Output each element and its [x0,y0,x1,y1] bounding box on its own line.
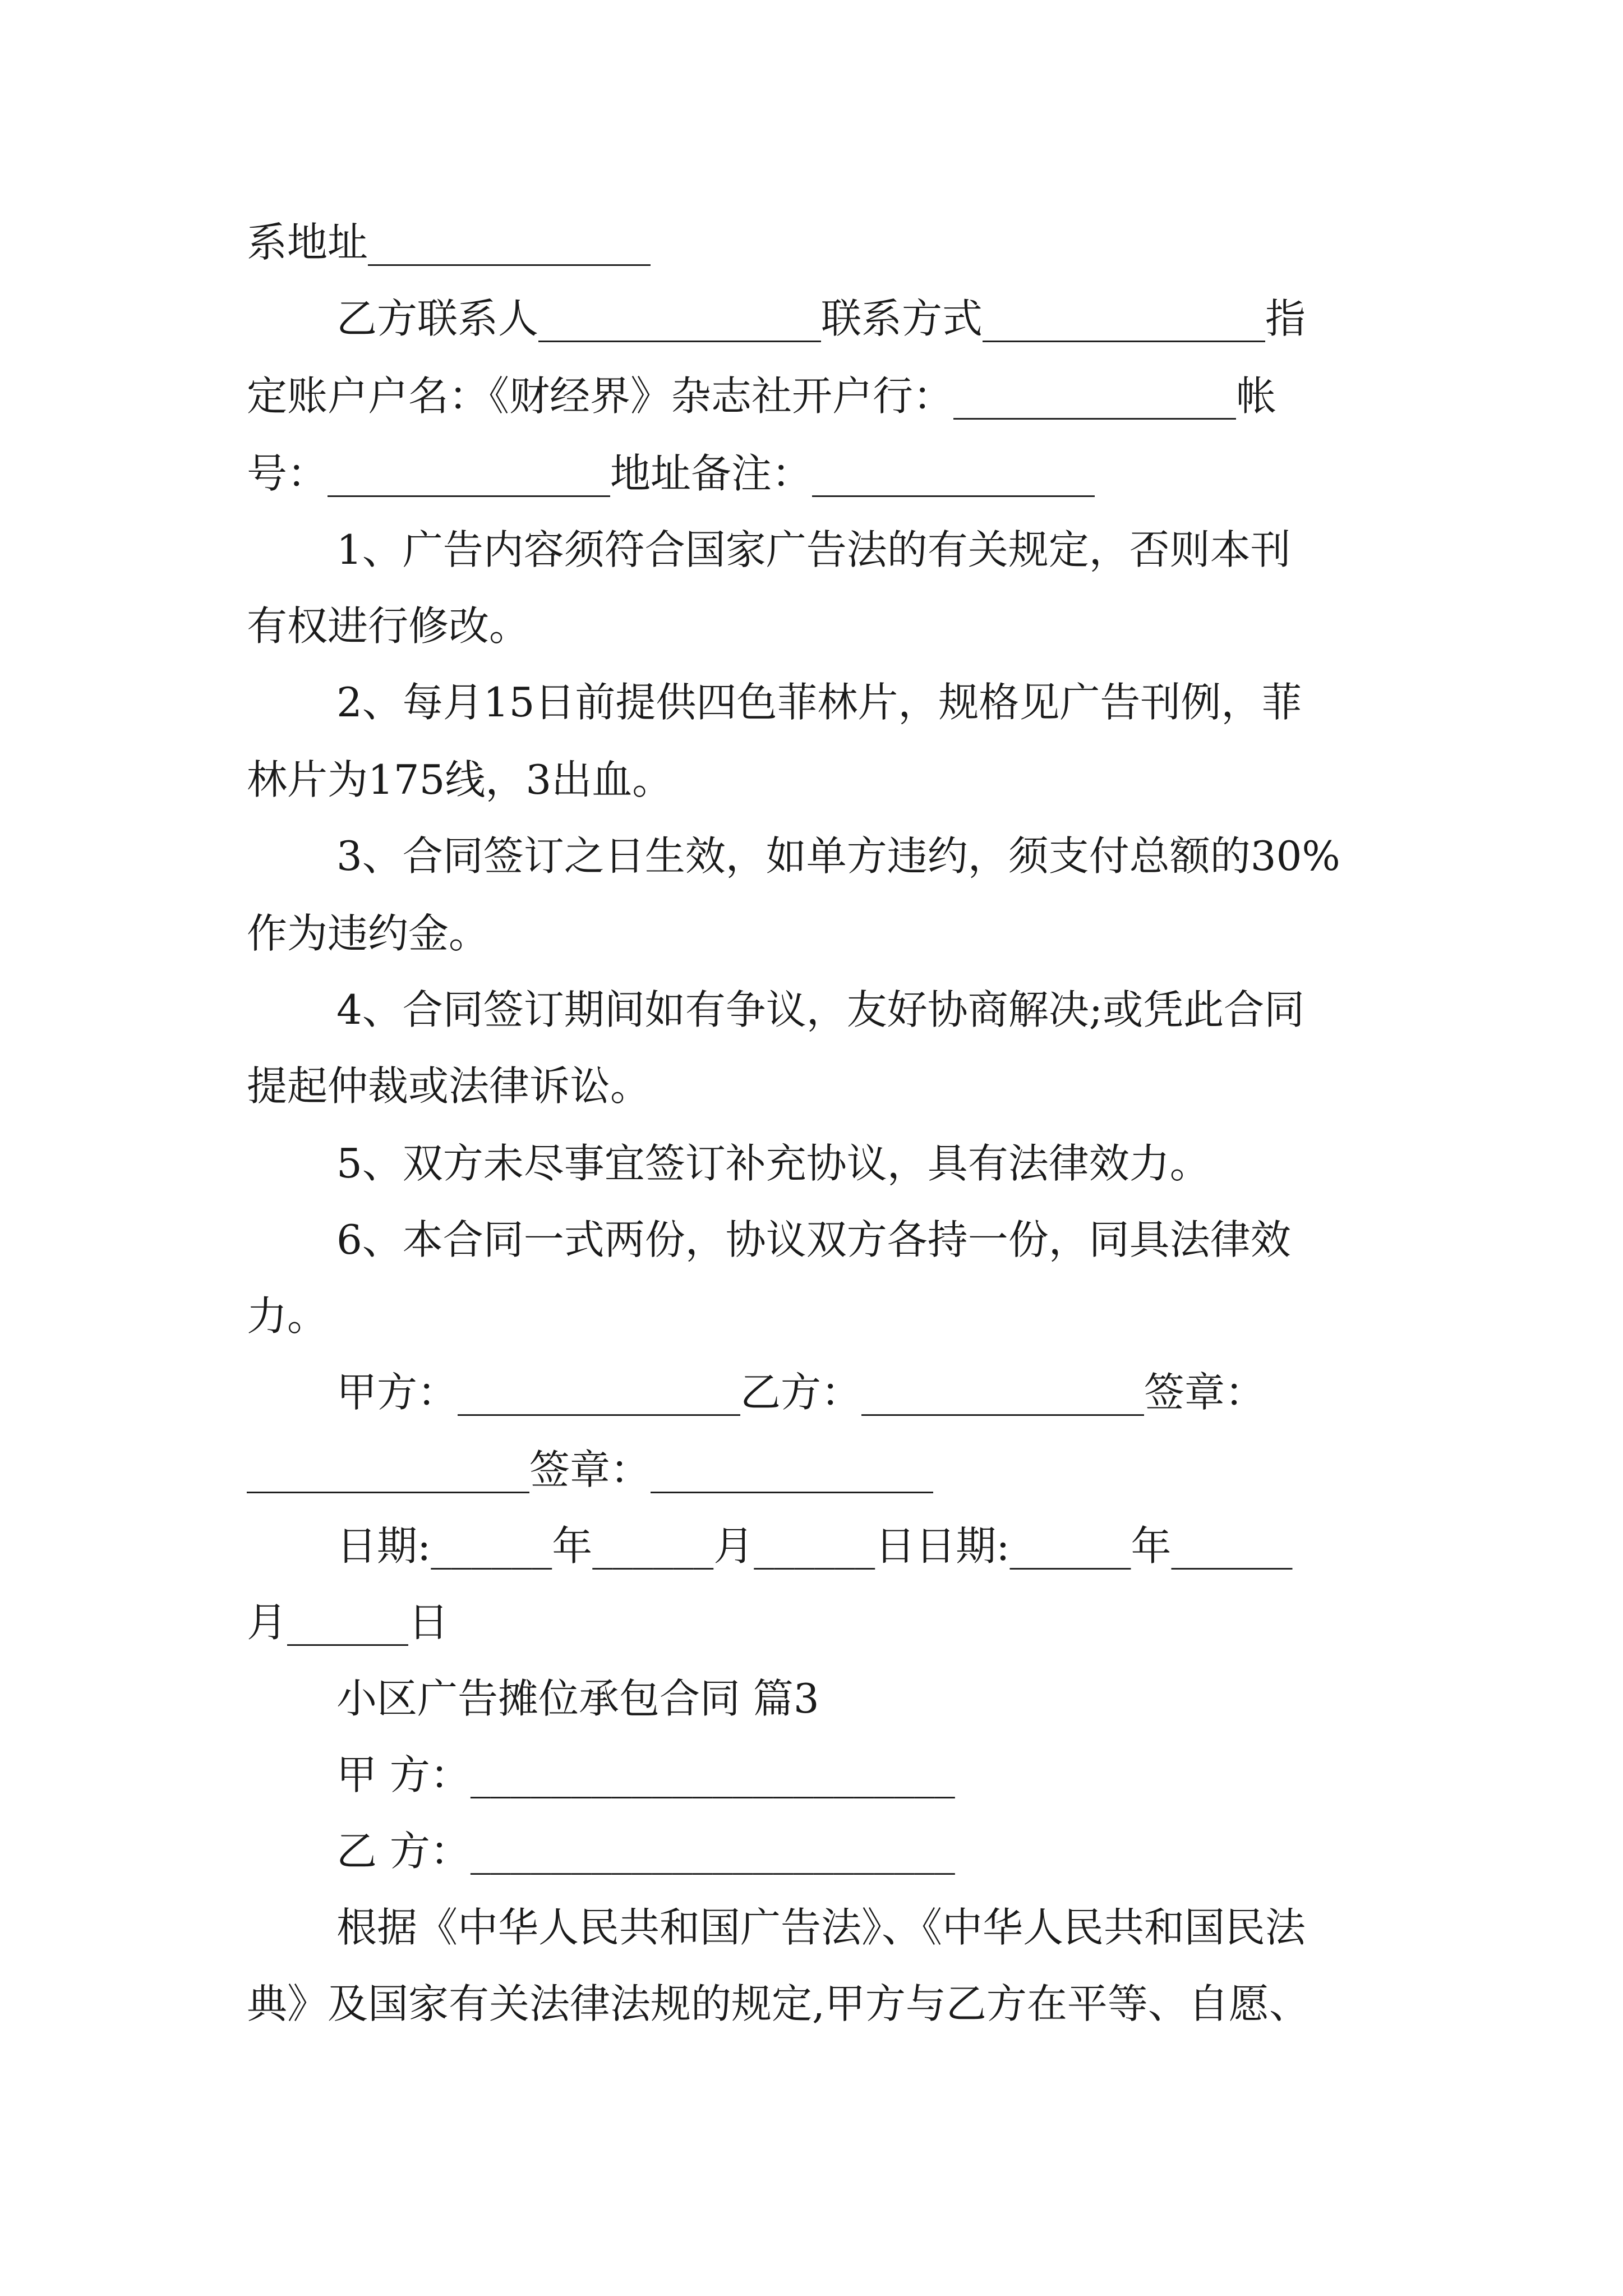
contract-clause: 4、合同签订期间如有争议，友好协商解决;或凭此合同 [336,986,1305,1033]
contract-clause: 力。 [247,1292,328,1340]
section-heading: 小区广告摊位承包合同 篇3 [336,1675,819,1722]
date-line: 月______日 [247,1599,449,1646]
contract-clause: 林片为175线，3出血。 [247,756,673,803]
contract-clause: 2、每月15日前提供四色菲林片，规格见广告刊例，菲 [336,679,1302,726]
contract-clause: 5、双方未尽事宜签订补充协议，具有法律效力。 [336,1140,1210,1187]
contract-line: 乙方联系人______________联系方式______________指 [336,295,1306,342]
signature-line: ______________签章：______________ [247,1446,934,1493]
contract-line: 定账户户名：《财经界》杂志社开户行：______________帐 [247,372,1277,420]
contract-clause: 提起仲裁或法律诉讼。 [247,1062,651,1110]
contract-clause: 1、广告内容须符合国家广告法的有关规定，否则本刊 [336,526,1291,573]
signature-line: 甲方：______________乙方：______________签章： [336,1369,1266,1416]
contract-clause: 作为违约金。 [247,910,490,957]
preamble-line: 根据《中华人民共和国广告法》、《中华人民共和国民法 [336,1904,1306,1951]
preamble-line: 典》及国家有关法律法规的规定,甲方与乙方在平等、自愿、 [247,1980,1310,2027]
contract-line: 号：______________地址备注：______________ [247,450,1095,497]
date-line: 日期:______年______月______日日期:______年______ [336,1522,1293,1570]
contract-clause: 有权进行修改。 [247,602,530,650]
contract-clause: 3、合同签订之日生效，如单方违约，须支付总额的30% [336,832,1340,880]
party-b-line: 乙 方：________________________ [336,1828,955,1875]
party-a-line: 甲 方：________________________ [336,1751,955,1798]
contract-clause: 6、本合同一式两份，协议双方各持一份，同具法律效 [336,1216,1291,1263]
contract-line: 系地址______________ [247,219,651,266]
